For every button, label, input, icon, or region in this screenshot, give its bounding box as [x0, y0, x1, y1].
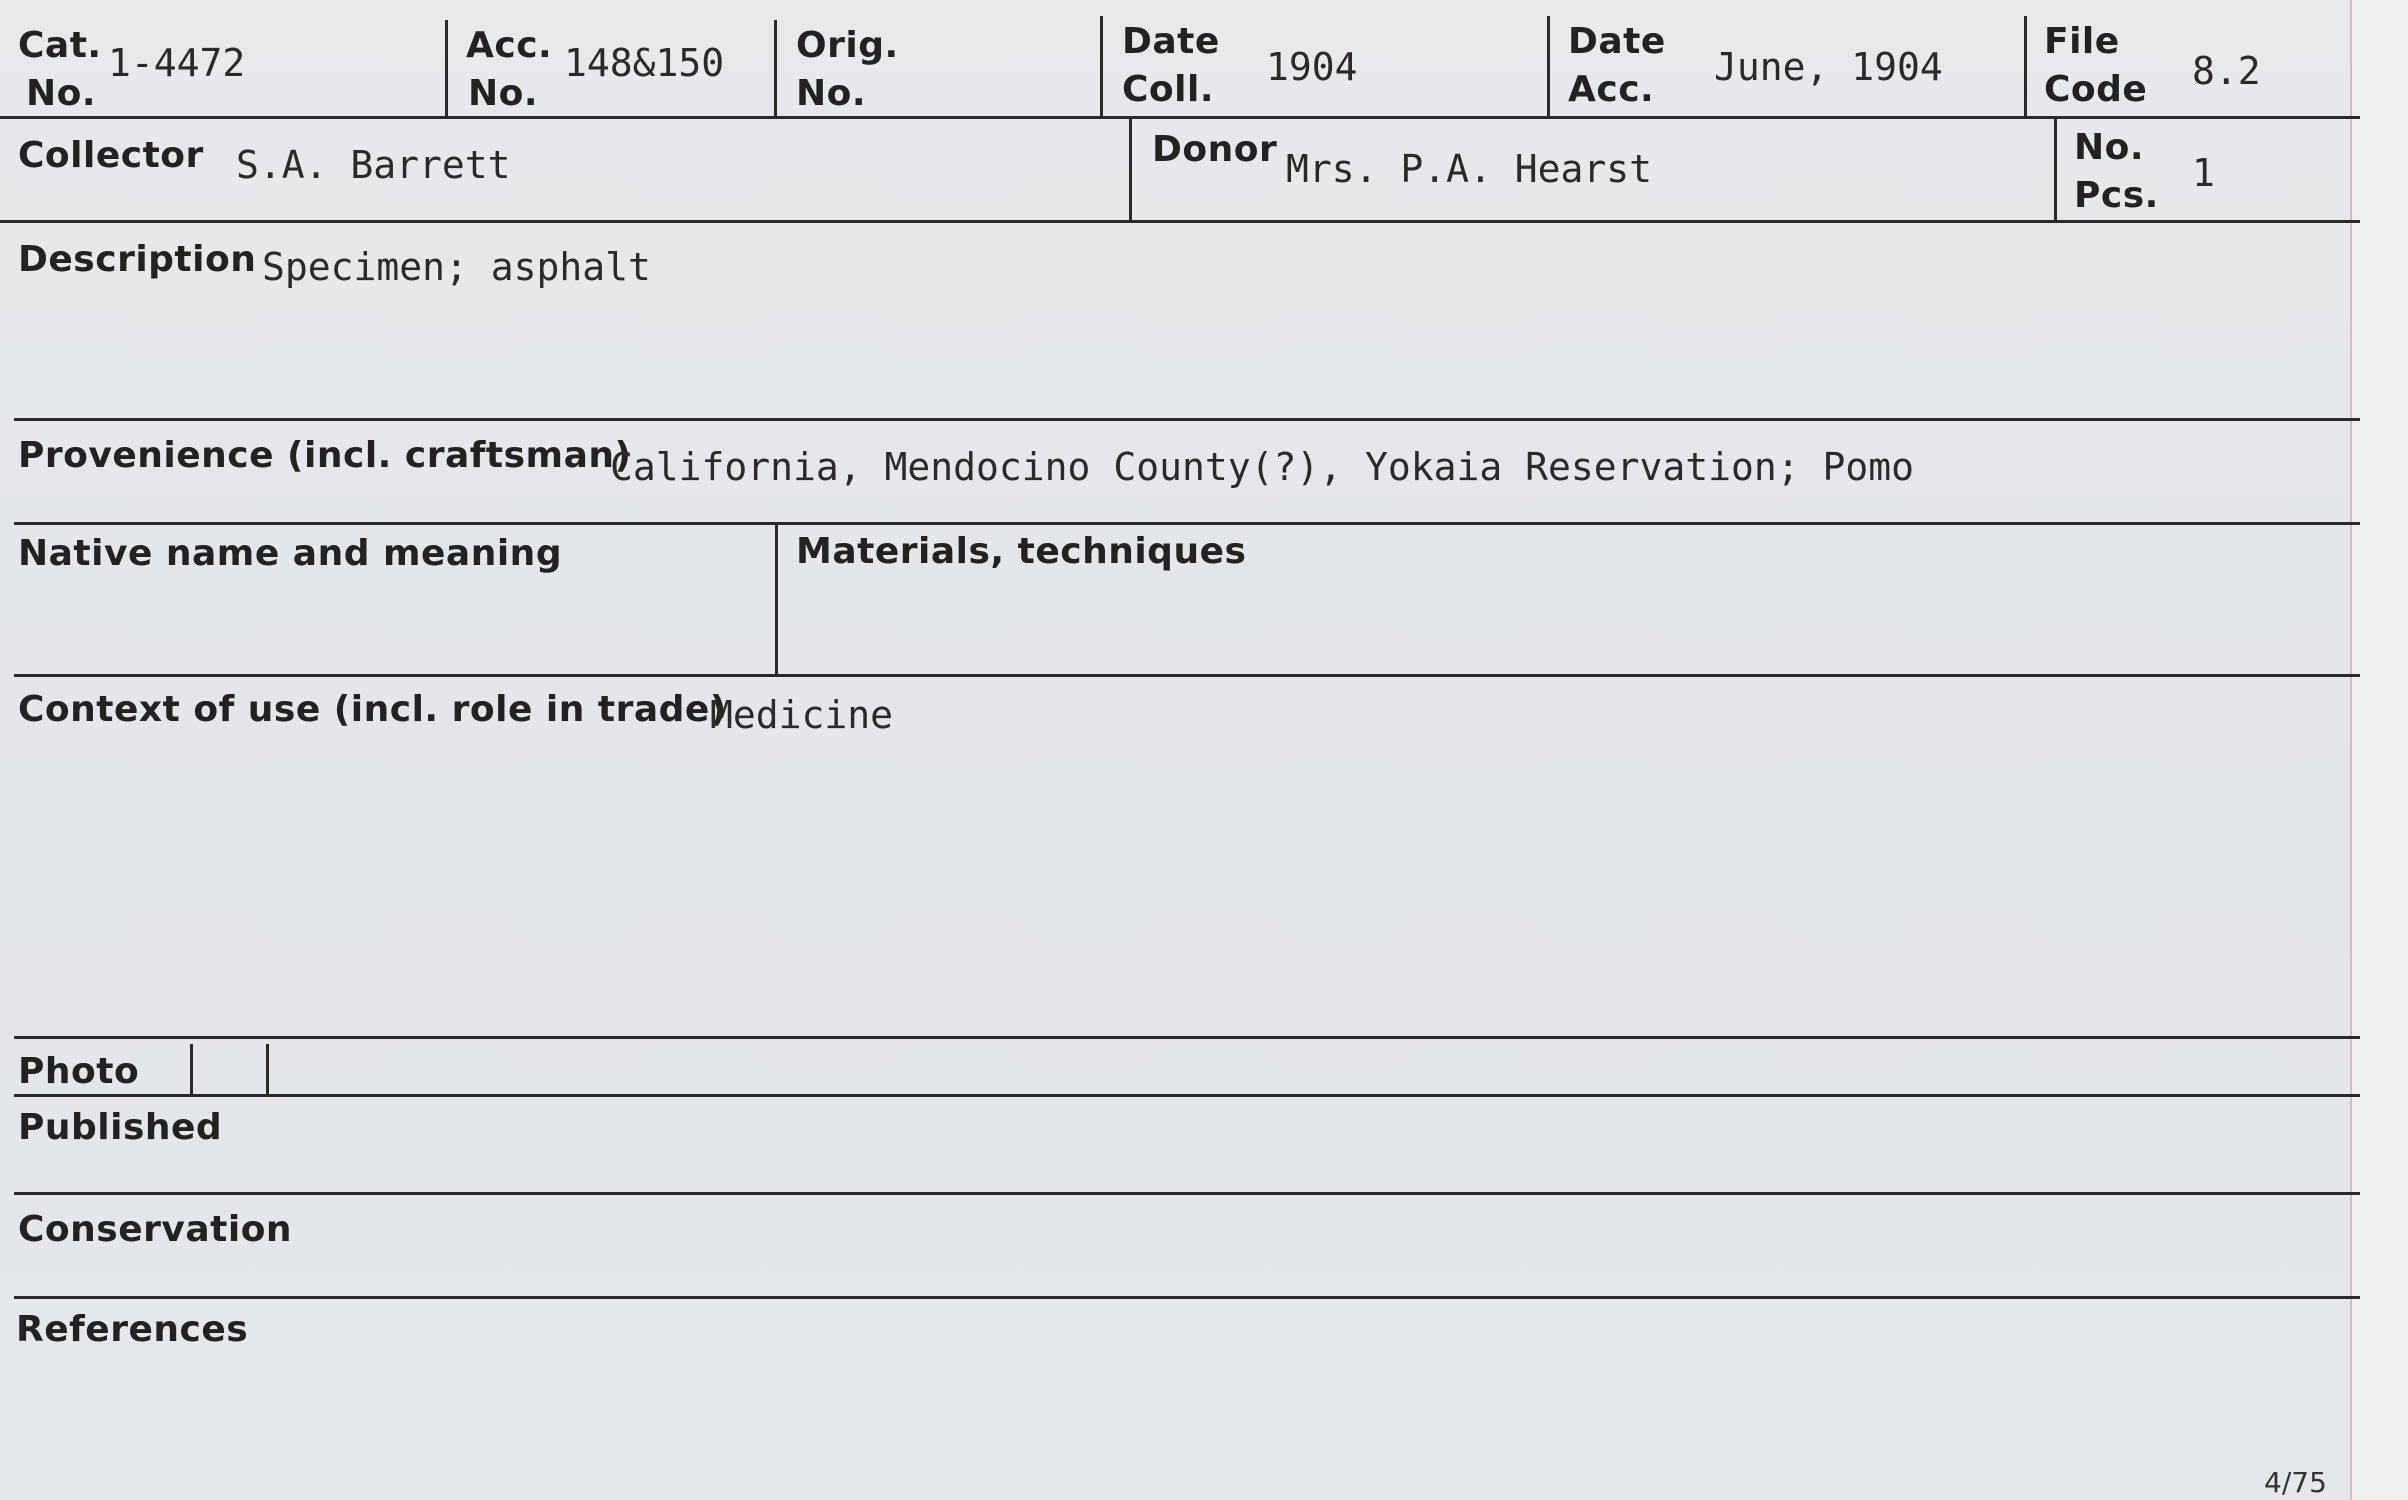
div-dateacc-file — [2024, 16, 2027, 118]
donor-value: Mrs. P.A. Hearst — [1286, 147, 1653, 191]
orig-label-1: Orig. — [796, 25, 899, 66]
dateacc-label-2: Acc. — [1568, 69, 1655, 110]
rule-published — [14, 1192, 2360, 1195]
collector-value: S.A. Barrett — [236, 143, 511, 187]
conservation-label: Conservation — [18, 1209, 293, 1250]
rule-native — [14, 674, 2360, 677]
div-orig-date — [1100, 16, 1103, 118]
pcs-label-2: Pcs. — [2074, 175, 2159, 216]
div-native-materials — [775, 524, 778, 676]
materials-label: Materials, techniques — [796, 531, 1247, 572]
rule-header — [0, 116, 2360, 119]
dateacc-value: June, 1904 — [1714, 45, 1943, 89]
div-photo-box-2 — [266, 1044, 269, 1096]
corner-note: 4/75 — [2264, 1466, 2327, 1499]
file-label-2: Code — [2044, 69, 2148, 110]
cat-label-2: No. — [26, 73, 97, 114]
pcs-value: 1 — [2192, 151, 2215, 195]
div-acc-orig — [774, 20, 777, 118]
div-donor-pcs — [2054, 118, 2057, 222]
div-cat-acc — [445, 20, 448, 118]
rule-context — [14, 1036, 2360, 1039]
rule-collector — [0, 220, 2360, 223]
donor-label: Donor — [1152, 129, 1278, 170]
acc-label-2: No. — [468, 73, 539, 114]
div-photo-box-1 — [190, 1044, 193, 1096]
cat-label-1: Cat. — [18, 25, 102, 66]
cat-value: 1-4472 — [108, 41, 246, 85]
pcs-label-1: No. — [2074, 127, 2145, 168]
rule-conservation — [14, 1296, 2360, 1299]
rule-description — [14, 418, 2360, 421]
div-collector-donor — [1129, 118, 1132, 222]
references-label: References — [16, 1309, 249, 1350]
context-value: Medicine — [710, 693, 894, 737]
rule-photo — [14, 1094, 2360, 1097]
provenience-value: California, Mendocino County(?), Yokaia Reservation; Pomo — [610, 445, 1915, 489]
collector-label: Collector — [18, 135, 204, 176]
datecoll-label-1: Date — [1122, 21, 1220, 62]
context-label: Context of use (incl. role in trade) — [18, 689, 727, 730]
file-value: 8.2 — [2192, 49, 2261, 93]
acc-label-1: Acc. — [466, 25, 553, 66]
description-label: Description — [18, 239, 257, 280]
published-label: Published — [18, 1107, 223, 1148]
acc-value: 148&150 — [564, 41, 725, 85]
photo-label: Photo — [18, 1051, 140, 1092]
description-value: Specimen; asphalt — [262, 245, 651, 289]
datecoll-label-2: Coll. — [1122, 69, 1215, 110]
card-right-edge — [2350, 0, 2408, 1500]
datecoll-value: 1904 — [1266, 45, 1358, 89]
provenience-label: Provenience (incl. craftsman) — [18, 435, 632, 476]
native-name-label: Native name and meaning — [18, 533, 563, 574]
file-label-1: File — [2044, 21, 2120, 62]
div-date-dateacc — [1547, 16, 1550, 118]
rule-provenience — [14, 522, 2360, 525]
orig-label-2: No. — [796, 73, 867, 114]
dateacc-label-1: Date — [1568, 21, 1666, 62]
